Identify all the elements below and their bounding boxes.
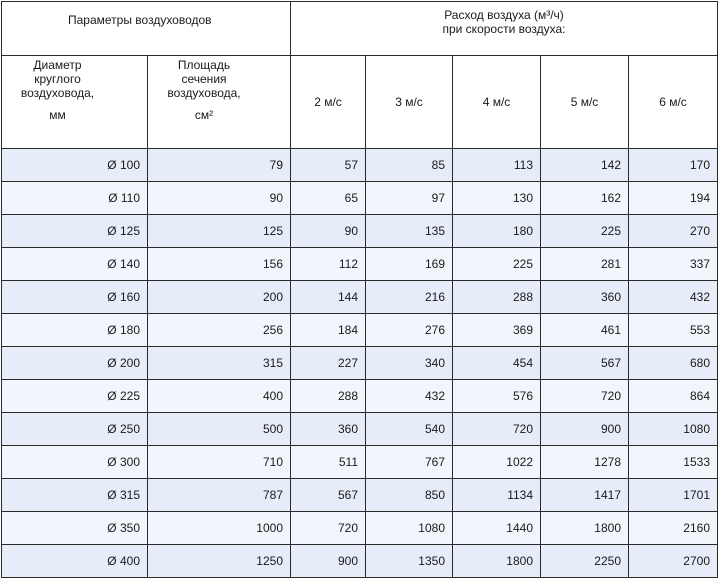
- table-row: [2, 281, 718, 314]
- header-speed-3: 3 м/с: [366, 56, 453, 149]
- cell-flow-4ms: 720: [453, 413, 541, 446]
- cell-flow-5ms: 461: [541, 314, 629, 347]
- header-speed-2: 2 м/с: [291, 56, 366, 149]
- cell-flow-3ms: 169: [366, 248, 453, 281]
- cell-diameter: Ø 125: [2, 215, 148, 248]
- header-diameter-line1: Диаметр: [33, 58, 82, 72]
- cell-flow-2ms: 567: [291, 479, 366, 512]
- header-diameter-line3: воздуховода,: [20, 86, 95, 100]
- header-group-row: [2, 2, 718, 56]
- header-speed-6: 6 м/с: [629, 56, 718, 149]
- cell-diameter: Ø 110: [2, 182, 148, 215]
- header-air-flow-line2: при скорости воздуха:: [442, 22, 566, 36]
- table-row: [2, 479, 718, 512]
- cell-area: 400: [148, 380, 291, 413]
- cell-flow-4ms: 130: [453, 182, 541, 215]
- cell-area: 156: [148, 248, 291, 281]
- cell-flow-6ms: 1701: [629, 479, 718, 512]
- cell-flow-2ms: 720: [291, 512, 366, 545]
- header-air-flow-line1: Расход воздуха (м³/ч): [444, 8, 564, 22]
- table-row: [2, 347, 718, 380]
- cell-flow-3ms: 85: [366, 149, 453, 182]
- header-area: [148, 56, 291, 149]
- cell-flow-4ms: 1134: [453, 479, 541, 512]
- cell-area: 90: [148, 182, 291, 215]
- cell-flow-3ms: 850: [366, 479, 453, 512]
- table-row: [2, 545, 718, 578]
- table-row: [2, 314, 718, 347]
- cell-flow-6ms: 2700: [629, 545, 718, 578]
- cell-flow-3ms: 276: [366, 314, 453, 347]
- header-air-flow: [291, 2, 718, 56]
- header-area-line1: Площадь: [177, 58, 231, 72]
- header-duct-parameters: Параметры воздуховодов: [2, 2, 291, 56]
- cell-flow-5ms: 142: [541, 149, 629, 182]
- cell-flow-2ms: 57: [291, 149, 366, 182]
- cell-flow-4ms: 288: [453, 281, 541, 314]
- cell-flow-6ms: 2160: [629, 512, 718, 545]
- cell-area: 1250: [148, 545, 291, 578]
- cell-flow-4ms: 454: [453, 347, 541, 380]
- cell-area: 200: [148, 281, 291, 314]
- table-row: [2, 413, 718, 446]
- cell-flow-3ms: 432: [366, 380, 453, 413]
- cell-flow-3ms: 340: [366, 347, 453, 380]
- cell-flow-5ms: 2250: [541, 545, 629, 578]
- cell-flow-5ms: 360: [541, 281, 629, 314]
- table-row: [2, 182, 718, 215]
- cell-diameter: Ø 100: [2, 149, 148, 182]
- cell-diameter: Ø 200: [2, 347, 148, 380]
- cell-flow-3ms: 767: [366, 446, 453, 479]
- cell-diameter: Ø 250: [2, 413, 148, 446]
- cell-flow-2ms: 65: [291, 182, 366, 215]
- cell-flow-6ms: 270: [629, 215, 718, 248]
- table-body: [2, 149, 718, 578]
- cell-flow-5ms: 720: [541, 380, 629, 413]
- table-row: [2, 149, 718, 182]
- header-diameter-unit: мм: [49, 108, 66, 122]
- cell-area: 787: [148, 479, 291, 512]
- cell-flow-4ms: 369: [453, 314, 541, 347]
- cell-diameter: Ø 225: [2, 380, 148, 413]
- cell-flow-6ms: 194: [629, 182, 718, 215]
- cell-flow-2ms: 900: [291, 545, 366, 578]
- cell-flow-2ms: 360: [291, 413, 366, 446]
- cell-flow-6ms: 864: [629, 380, 718, 413]
- cell-flow-3ms: 135: [366, 215, 453, 248]
- cell-flow-5ms: 1278: [541, 446, 629, 479]
- cell-flow-3ms: 1350: [366, 545, 453, 578]
- cell-flow-5ms: 281: [541, 248, 629, 281]
- cell-flow-6ms: 432: [629, 281, 718, 314]
- cell-diameter: Ø 180: [2, 314, 148, 347]
- cell-diameter: Ø 160: [2, 281, 148, 314]
- header-area-line3: воздуховода,: [167, 86, 241, 100]
- header-column-row: [2, 56, 718, 149]
- table-row: [2, 446, 718, 479]
- table-row: [2, 215, 718, 248]
- cell-flow-4ms: 180: [453, 215, 541, 248]
- cell-area: 79: [148, 149, 291, 182]
- cell-flow-6ms: 680: [629, 347, 718, 380]
- cell-flow-3ms: 1080: [366, 512, 453, 545]
- cell-flow-2ms: 288: [291, 380, 366, 413]
- cell-area: 710: [148, 446, 291, 479]
- duct-parameters-table: [1, 1, 718, 578]
- cell-flow-4ms: 1440: [453, 512, 541, 545]
- table-row: [2, 248, 718, 281]
- cell-diameter: Ø 300: [2, 446, 148, 479]
- table-header: [2, 2, 718, 149]
- header-diameter: [2, 56, 148, 149]
- cell-flow-5ms: 1417: [541, 479, 629, 512]
- cell-flow-3ms: 216: [366, 281, 453, 314]
- cell-area: 500: [148, 413, 291, 446]
- cell-flow-3ms: 540: [366, 413, 453, 446]
- cell-diameter: Ø 140: [2, 248, 148, 281]
- cell-flow-5ms: 567: [541, 347, 629, 380]
- cell-flow-4ms: 113: [453, 149, 541, 182]
- cell-flow-2ms: 144: [291, 281, 366, 314]
- cell-flow-6ms: 1533: [629, 446, 718, 479]
- cell-flow-2ms: 184: [291, 314, 366, 347]
- cell-flow-6ms: 337: [629, 248, 718, 281]
- header-speed-5: 5 м/с: [541, 56, 629, 149]
- header-speed-4: 4 м/с: [453, 56, 541, 149]
- cell-area: 315: [148, 347, 291, 380]
- cell-flow-2ms: 511: [291, 446, 366, 479]
- header-area-line2: сечения: [181, 72, 227, 86]
- cell-flow-5ms: 162: [541, 182, 629, 215]
- cell-flow-3ms: 97: [366, 182, 453, 215]
- cell-flow-6ms: 1080: [629, 413, 718, 446]
- cell-flow-2ms: 90: [291, 215, 366, 248]
- table-row: [2, 512, 718, 545]
- duct-table-container: [1, 1, 717, 574]
- cell-flow-4ms: 1022: [453, 446, 541, 479]
- cell-area: 256: [148, 314, 291, 347]
- cell-flow-5ms: 1800: [541, 512, 629, 545]
- cell-diameter: Ø 400: [2, 545, 148, 578]
- cell-diameter: Ø 350: [2, 512, 148, 545]
- cell-diameter: Ø 315: [2, 479, 148, 512]
- cell-flow-2ms: 227: [291, 347, 366, 380]
- cell-flow-4ms: 1800: [453, 545, 541, 578]
- cell-flow-5ms: 225: [541, 215, 629, 248]
- cell-flow-4ms: 576: [453, 380, 541, 413]
- cell-flow-2ms: 112: [291, 248, 366, 281]
- header-diameter-line2: круглого: [34, 72, 81, 86]
- table-row: [2, 380, 718, 413]
- cell-flow-6ms: 553: [629, 314, 718, 347]
- cell-flow-6ms: 170: [629, 149, 718, 182]
- cell-area: 125: [148, 215, 291, 248]
- cell-flow-5ms: 900: [541, 413, 629, 446]
- cell-area: 1000: [148, 512, 291, 545]
- cell-flow-4ms: 225: [453, 248, 541, 281]
- header-area-unit: см²: [194, 108, 214, 122]
